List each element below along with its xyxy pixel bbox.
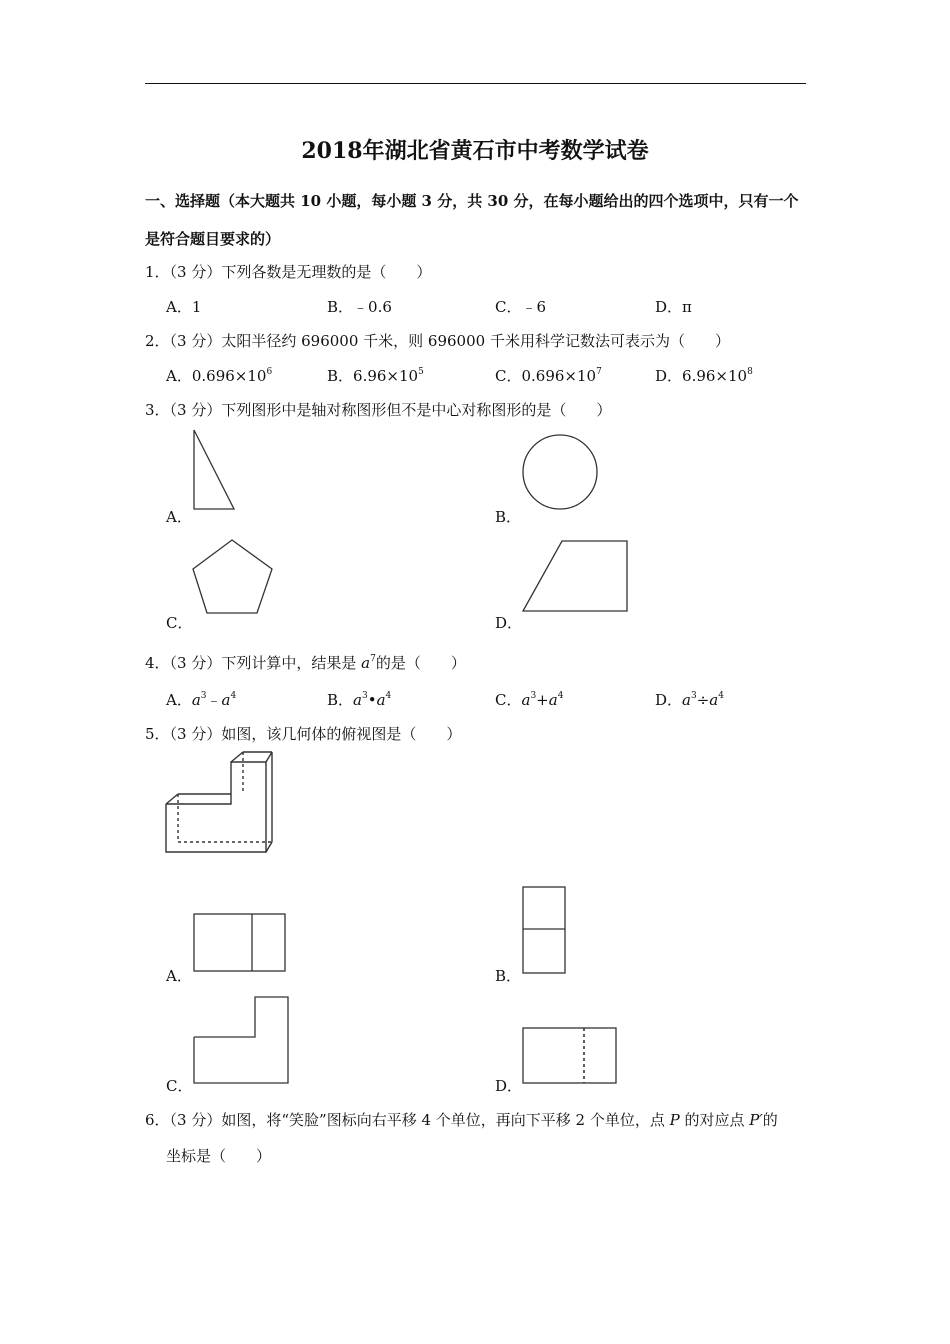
question-3-label-a: A． <box>166 508 192 526</box>
question-5-label-a: A． <box>166 967 192 985</box>
question-3-label-c: C． <box>166 614 193 632</box>
question-2-option-d: D．$6.96\times 10^8$ <box>655 367 753 385</box>
question-1-stem: 1．（3 分）下列各数是无理数的是（ ） <box>145 263 432 281</box>
option-c-l-shape-figure <box>190 993 292 1087</box>
question-2-option-b: B．$6.96\times 10^5$ <box>327 367 424 385</box>
question-5-label-d: D． <box>495 1077 523 1095</box>
option-b-stacked-squares-figure <box>520 884 570 976</box>
header-rule <box>145 83 806 84</box>
circle-figure <box>520 434 600 514</box>
question-4-option-d: D．$a^3\div a^4$ <box>655 691 724 709</box>
section-heading-line2: 是符合题目要求的） <box>145 230 281 248</box>
question-5-label-c: C． <box>166 1077 193 1095</box>
question-1-option-b: B．﹣0.6 <box>327 298 392 316</box>
question-3-stem: 3．（3 分）下列图形中是轴对称图形但不是中心对称图形的是（ ） <box>145 401 612 419</box>
option-a-rect-split-figure <box>190 910 290 974</box>
question-5-stem: 5．（3 分）如图，该几何体的俯视图是（ ） <box>145 725 462 743</box>
section-heading-line1: 一、选择题（本大题共 10 小题，每小题 3 分，共 30 分，在每小题给出的四个选项中，只有一个 <box>145 192 799 210</box>
page-title: 2018年湖北省黄石市中考数学试卷 <box>301 138 649 164</box>
question-6-stem-line1: 6．（3 分）如图，将“笑脸”图标向右平移 4 个单位，再向下平移 2 个单位，点 P 的对应点 P′的 <box>145 1111 778 1129</box>
trapezoid-figure <box>520 538 632 614</box>
question-1-option-d: D．π <box>655 298 692 316</box>
question-4-option-b: B．$a^3•a^4$ <box>327 691 392 709</box>
question-5-label-b: B． <box>495 967 522 985</box>
question-4-option-a: A．$a^3﹣a^4$ <box>166 691 237 709</box>
question-3-label-d: D． <box>495 614 523 632</box>
question-1-option-c: C．﹣6 <box>495 298 547 316</box>
option-d-rect-dashed-figure <box>520 1024 620 1086</box>
pentagon-figure <box>190 538 276 616</box>
question-2-stem: 2．（3 分）太阳半径约 696000 千米，则 696000 千米用科学记数法可表示为（ ） <box>145 332 730 350</box>
question-1-option-a: A．1 <box>166 298 202 316</box>
question-2-option-c: C．$0.696\times 10^7$ <box>495 367 602 385</box>
question-4-option-c: C．$a^3+a^4$ <box>495 691 564 709</box>
right-triangle-figure <box>190 428 240 513</box>
question-2-option-a: A．$0.696\times 10^6$ <box>166 367 273 385</box>
3d-solid-figure <box>160 748 275 858</box>
question-4-stem: 4．（3 分）下列计算中，结果是 $a^7$的是（ ） <box>145 654 466 672</box>
question-6-stem-line2: 坐标是（ ） <box>166 1147 272 1165</box>
question-3-label-b: B． <box>495 508 522 526</box>
